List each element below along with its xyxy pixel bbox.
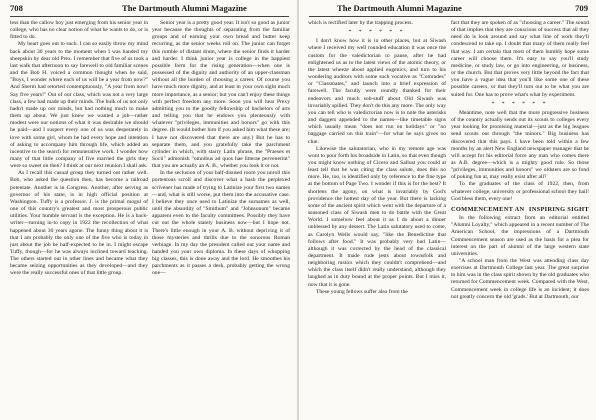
paragraph: These young fellows suffer also from the — [316, 288, 408, 295]
paragraph: Meantime, note well that the more progressive business of the country actually sends out its scouts to colleges every year looking for promising material—just as the big leagues send scouts out through "the minors." Big business has discovered that this pays. I have been told within a few months by an alert New England newspaper manager that he will accept for his editorial force any man who comes there as A.B. degree—which is a mighty good rule. So those "privileges, immunities and honors" we oldsters are so fond of poking fun at, may really exist after all? — [451, 109, 589, 181]
section-heading — [451, 206, 589, 213]
magazine-title: The Dartmouth Alumni Magazine — [337, 3, 462, 13]
running-head — [309, 3, 588, 17]
left-column-1 — [10, 20, 148, 418]
running-head — [10, 3, 289, 17]
paragraph: As I recall this casual group they turned out rather well. Bob, who asked the question then, has become a railroad potentate. Another is in Congress. Another, after serving as governor of his state, is in high official position at Washington. Tuffy is a professor. J. is the primal mogul of one of this country's greatest and most prosperous public utilities. Your humble servant is the exception. He is a back-writer—turning in-to copy in 1922 the recollection of what happened about 30 years agone. The funny thing about it is that I am probably the only one of the five who is today in just about the job he half-expected to be in. I might escape Tuffy, though—for he was always inclined toward teaching. The others started out in other lines and became what they became seizing opportunities as they developed—and they were the really successful ones of that little group. — [10, 170, 148, 277]
paragraph: In the seclusion of your half-disused room you unroll this portentous scroll and discover what a hash the perplexed scrivener has made of trying to Latinize your first two names—and, what is still worse, put them into the accusative case. I believe they once used to Latinize the surnames as well, until the absurdity of "Smithum" and "Johnsonum" became apparent even to the faculty committees. Possibly they have cut out the whole stately business now—but I hope not. There's little enough in your A. B. without depriving it of those mysteries and thrills due to the sonorous Roman verbiage. In my day the president called out your name and handed you your own diploma. In these days of whopping big classes, this is done away and the lord. He smoothes his parchments as it passes a desk, probably getting the wrong one— — [152, 170, 290, 277]
magazine-title: The Dartmouth Alumni Magazine — [122, 3, 247, 13]
right-column-2 — [451, 20, 589, 418]
page-number: 709 — [575, 3, 588, 13]
right-page — [299, 0, 596, 420]
left-column-2 — [152, 20, 290, 418]
section-break: * * * * * * — [491, 100, 549, 107]
paragraph: fact that they are spoken of as "choosing a career." The sound of that implies that they are conscious of success that all they need do is look around and say what line of work they'll condescend to take up. I doubt that many of them really feel that way. I am certain that most of them humbly hope some career will choose them. It's easy to say you'll study medicine, or study law, or go into engineering, or business, or the church. But that proves very little beyond the fact that you have a vague idea that you'll like some one of these possible careers, or that they'll turn out to be what you are suited for. One has to prove what's what by experiment. — [451, 20, 589, 98]
paragraph: I don't know how it is in other places, but at Siwash where I received my well rounded education it was once the custom for the valedictorian to pause, after he had enlightened us as to the latest views of the atomic theory, or the latest wheeze about applied eugenics, and turn to his wondering auditors with some such vocative as "Comrades" or "Classmates," and launch into a brief expression of farewell. The faculty were roundly thanked for their endeavors and much sob-stuff about Old Siwash was invariably spilled. They don't do this any more. The only way you can tell who is valedictorian now is to note the asterisks and daggers appended to the names—like timetable signs which usually mean "does not run on holidays" or "no baggage carried on this train"—for what he says gives no clue. — [308, 38, 446, 145]
section-break: * * * * * * — [348, 29, 406, 36]
paragraph: Likewise the salutatorian, who in my remote age was wont to pour forth his broadside in Latin, so that even though you might know nothing of Cicero and Sallust you could at least tell that he was citing the class salute, does this no more. He, too, is identified only by reference to the fine type at the bottom of Page Two. I wonder if this is for the best? It shortens the agony, on what is invariably by God's providence the hottest day of the year. But there is lacking some of the ancient spirit which went with the departure of a seasoned class of Siwash men to do battle with the Great World. I somehow feel about it as I do about a dinner unblessed by any dessert. The Latin salutatory used to come, as Carolyn Wells would say, "like the Benedictine that follows after food." It was probably very bad Latin—although it was corrected by the head of the classical department. It made rude jests about townsfolk and neighboring rustics which they couldn't comprehend—and which the class itself didn't really understand, although they laughed as in duty bound at the proper points. But I miss it, now that it is gone. — [308, 145, 446, 288]
page-number: 708 — [10, 3, 23, 13]
paragraph: which is rectified later by the trapping process. — [308, 20, 414, 26]
paragraph: To the graduates of the class of 1922, then, from whatever college, university or professional school they hail! God bless them, every one! — [451, 181, 589, 202]
paragraph: Senior year is a pretty good year. It isn't so good as junior year because the thoughts of separating from the familiar groups and of earning your own bread and butter keep recurring, as the senior weeks roll on. The junior can forget this rumble of distant drum, where the senior finds it harder and harder. I think junior year is college in the happiest possible form for the rising generation—when one is possessed of the dignity and authority of an upper-classman without all the burden of choosing a career. Of course you have much more dignity, and at least in your own sight much more importance, as a senior; but you can't enjoy these things with perfect freedom any more. Soon you will hear Prexy admitting you to the goodly fellowship of bachelors of arts and telling you that he endows you plenteously with whatever "privileges, immunities and honors" go with this degree. (It would bother him if you asked him what these are; I have not discovered that there are any.) But he has to separate them, and you gratefully take the parchment cylinder in which, with starry Latin phrase, the "Praeses et Socii" admonish "omnibus ad quos hae litterae pervenerint" that you are actually an A. B., whether you look it or not. — [152, 20, 290, 170]
paragraph: less than the callow boy just emerging from his senior year in college, who has no clear notion of what he wants to do, or is fitted to do. — [10, 20, 148, 41]
paragraph: In the following extract from an editorial entitled "Alumni Loyalty," which appeared in a recent number of The American School, the impressions of a Dartmouth Commencement season are used as the basis for a plea for interest on the part of alumni of the large western state universities. — [451, 215, 589, 257]
section-heading-right: INSPIRING SIGHT — [528, 205, 589, 213]
right-column-1 — [308, 20, 446, 418]
header-rule — [309, 16, 588, 17]
paragraph: My heart goes out to such. I can so easily throw my mind back about 30 years to the moment when I was handed my sheepskin by dear old Prex. I remember that five of us took a last walk that afternoon to say farewell to old familiar scenes and the Bob H. voiced a common thought when he said, "Boys, I wonder where each of us will be a year from now?" And Sherm had retorted contemptuously, "A year from now! Say five years!" Out of our class, which was not a very large class, a few had made up their minds. The bulk of us not only hadn't made up our minds, but had nothing much to make them up about. We just knew we wanted a job—rather modest were our notions of what it was desirable we should be paid—and I suspect every one of us was desperately in love with some girl, whom he had every hope and intention of asking to accompany him through life, which added an incentive to the search for remunerative work. I wonder how many of that little company of five married the girls they were so sweet on then? I think at our next reunion I shall ask. — [10, 41, 148, 170]
section-heading-left: COMMENCEMENT AN — [451, 205, 525, 213]
header-rule — [10, 16, 289, 17]
left-page — [0, 0, 297, 420]
paragraph: "A school man from the West was attending class day exercises at Dartmouth College last year. The great surprise to him was in the class spirit shown by the old graduates who returned for Commencement week. Compared with the West, Commencement week in college life is an incident; it does not greatly concern the old 'grads.' But at Dartmouth, our — [451, 258, 589, 300]
